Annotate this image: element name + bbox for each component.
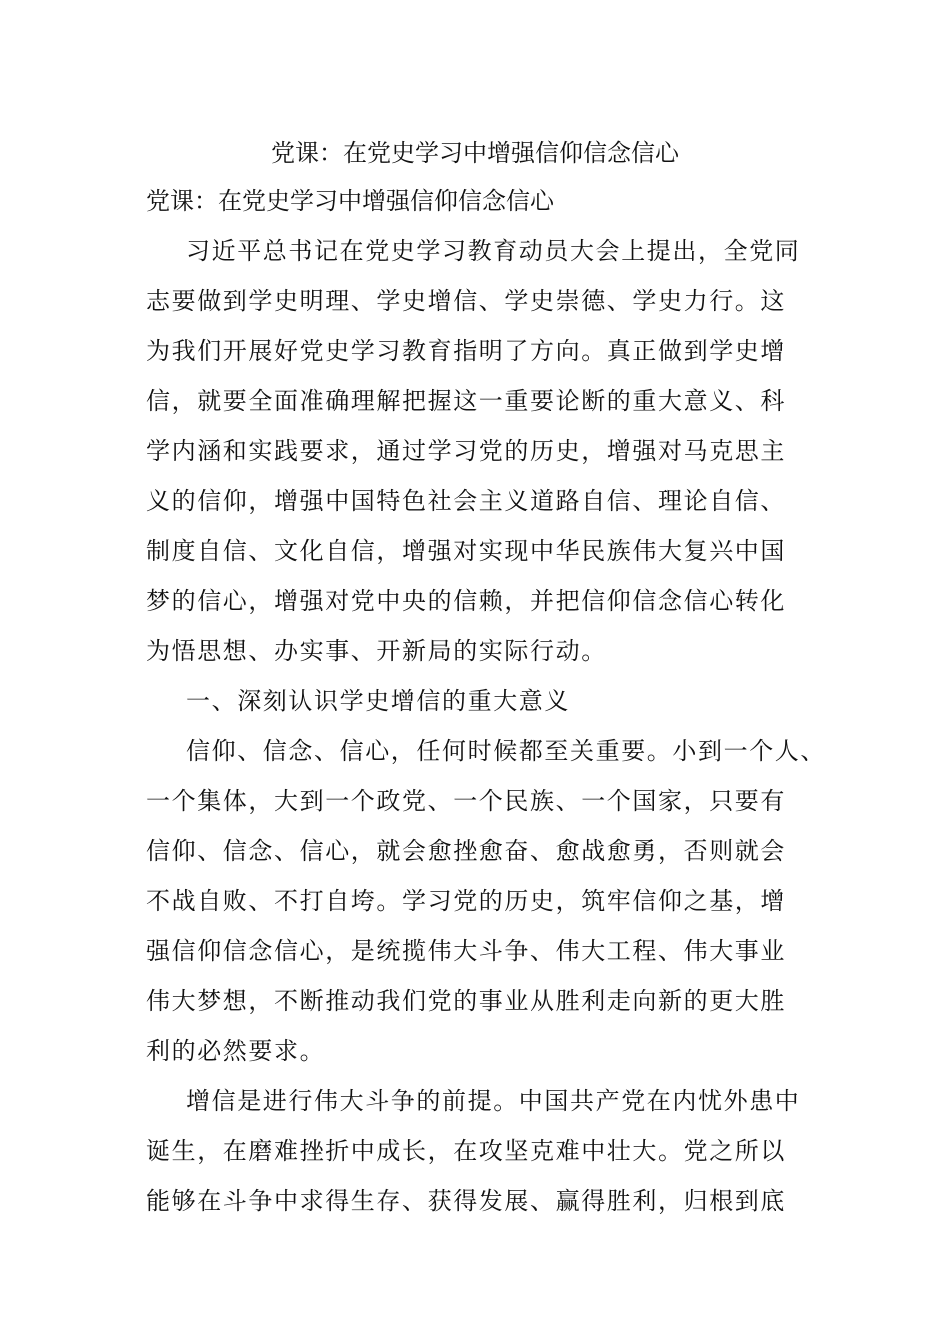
body-line: 信，就要全面准确理解把握这一重要论断的重大意义、科 xyxy=(146,387,786,415)
body-line: 强信仰信念信心，是统揽伟大斗争、伟大工程、伟大事业 xyxy=(146,937,786,965)
body-line: 一个集体，大到一个政党、一个民族、一个国家，只要有 xyxy=(146,787,786,815)
body-line: 能够在斗争中求得生存、获得发展、赢得胜利，归根到底 xyxy=(146,1187,786,1215)
body-line: 学内涵和实践要求，通过学习党的历史，增强对马克思主 xyxy=(146,437,786,465)
body-line: 制度自信、文化自信，增强对实现中华民族伟大复兴中国 xyxy=(146,537,786,565)
body-line: 志要做到学史明理、学史增信、学史崇德、学史力行。这 xyxy=(146,287,786,315)
body-line: 梦的信心，增强对党中央的信赖，并把信仰信念信心转化 xyxy=(146,587,786,615)
body-line: 诞生，在磨难挫折中成长，在攻坚克难中壮大。党之所以 xyxy=(146,1137,786,1165)
section-heading: 一、深刻认识学史增信的重大意义 xyxy=(186,687,570,715)
document-subtitle: 党课：在党史学习中增强信仰信念信心 xyxy=(146,187,554,215)
body-line: 为悟思想、办实事、开新局的实际行动。 xyxy=(146,637,607,665)
body-line: 习近平总书记在党史学习教育动员大会上提出，全党同 xyxy=(186,237,801,265)
body-line: 不战自败、不打自垮。学习党的历史，筑牢信仰之基，增 xyxy=(146,887,786,915)
body-line: 义的信仰，增强中国特色社会主义道路自信、理论自信、 xyxy=(146,487,786,515)
body-line: 利的必然要求。 xyxy=(146,1037,326,1065)
body-line: 为我们开展好党史学习教育指明了方向。真正做到学史增 xyxy=(146,337,786,365)
document-title: 党课：在党史学习中增强信仰信念信心 xyxy=(271,139,679,167)
body-line: 伟大梦想，不断推动我们党的事业从胜利走向新的更大胜 xyxy=(146,987,786,1015)
body-line: 信仰、信念、信心，就会愈挫愈奋、愈战愈勇，否则就会 xyxy=(146,837,786,865)
body-line: 信仰、信念、信心，任何时候都至关重要。小到一个人、 xyxy=(186,737,826,765)
body-line: 增信是进行伟大斗争的前提。中国共产党在内忧外患中 xyxy=(186,1087,801,1115)
